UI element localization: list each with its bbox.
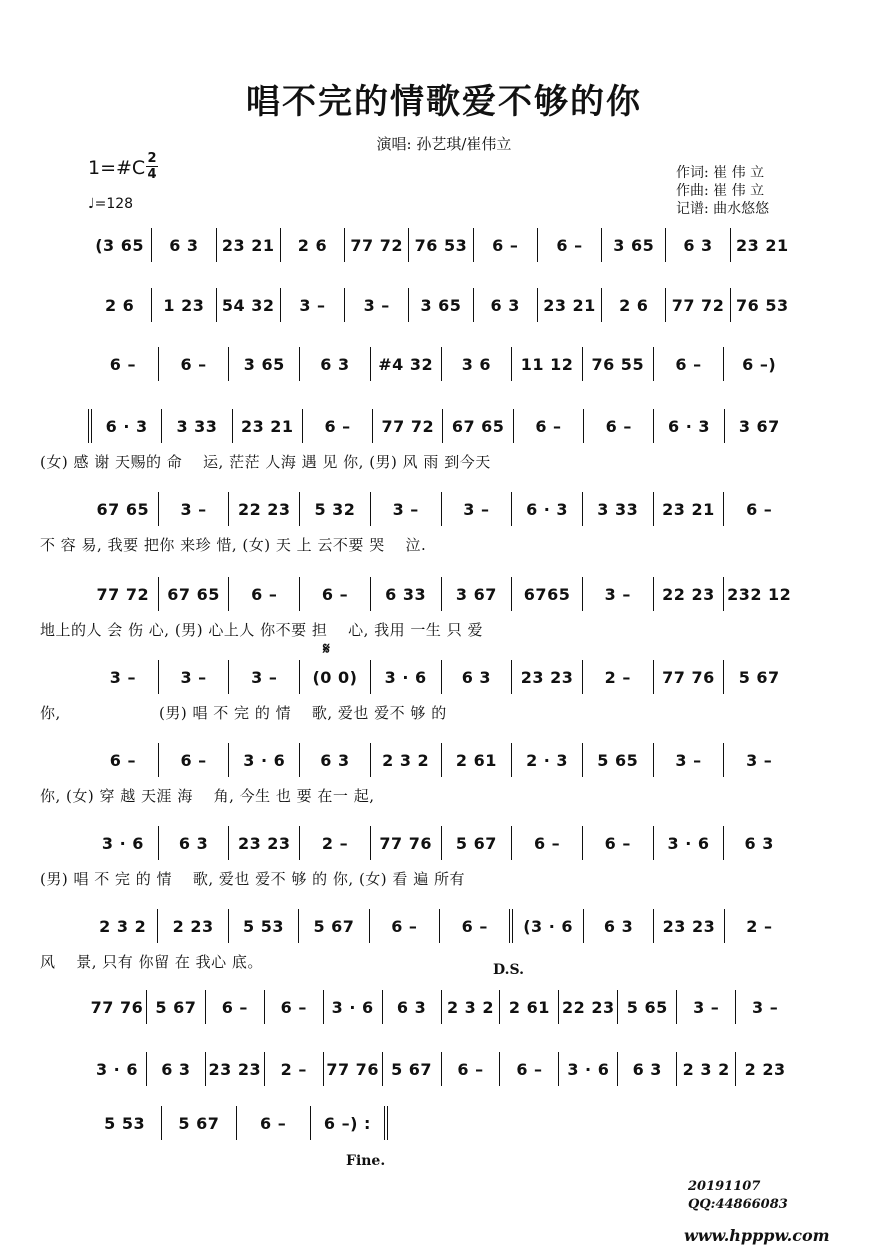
- measure: 6 –: [654, 347, 725, 381]
- measure: 6 –: [442, 1052, 501, 1086]
- time-signature: [146, 152, 158, 181]
- measure: 2 –: [265, 1052, 324, 1086]
- measure: 3 –: [345, 288, 409, 322]
- measure: 54 32: [217, 288, 281, 322]
- measure: 77 72: [345, 228, 409, 262]
- lyric-line: 你, (女) 穿 越 天涯 海 角, 今生 也 要 在一 起,: [40, 787, 375, 805]
- measure: 6 –: [88, 347, 159, 381]
- measure: 23 21: [233, 409, 303, 443]
- measure: 5 67: [147, 990, 206, 1024]
- lyric-line: 你, (男) 唱 不 完 的 情 歌, 爱也 爱不 够 的: [40, 704, 447, 722]
- measure: 23 23: [206, 1052, 265, 1086]
- measure: 67 65: [159, 577, 230, 611]
- measure: 6 3: [744, 833, 774, 853]
- measure: 3 –: [442, 492, 513, 526]
- measure: 6 3: [383, 990, 442, 1024]
- measure: 6 · 3: [88, 409, 162, 443]
- measure: 3 · 6: [88, 826, 159, 860]
- score-row: [88, 1052, 794, 1086]
- measure: 77 76: [371, 826, 442, 860]
- measure: 77 72: [666, 288, 730, 322]
- measure: 2 6: [88, 288, 152, 322]
- footer-site: www.hpppw.com: [684, 1226, 830, 1245]
- measure: 11 12: [512, 347, 583, 381]
- measure: 23 21: [654, 492, 725, 526]
- measure: 3 33: [583, 492, 654, 526]
- measure: 2 –: [583, 660, 654, 694]
- measure: 3 · 6: [559, 1052, 618, 1086]
- score-row: [88, 228, 794, 262]
- measure: 3 –: [88, 660, 159, 694]
- key-signature: 1=#C: [88, 157, 146, 179]
- measure: 5 67: [738, 667, 780, 687]
- measure: 3 6: [442, 347, 513, 381]
- measure: 6 –: [159, 743, 230, 777]
- measure: (0 0): [300, 660, 371, 694]
- measure: 6 –: [370, 909, 440, 943]
- measure: 76 53: [409, 228, 473, 262]
- measure: 6 3: [584, 909, 654, 943]
- measure: 6 –: [159, 347, 230, 381]
- measure: 6 · 3: [654, 409, 724, 443]
- footer-date: 20191107: [688, 1179, 761, 1194]
- segno-mark: 𝄋: [323, 639, 330, 658]
- measure: 6 3: [618, 1052, 677, 1086]
- measure: 23 23: [654, 909, 724, 943]
- time-signature-top: 2: [147, 151, 157, 166]
- measure: 6 –: [514, 409, 584, 443]
- measure: 77 76: [654, 660, 725, 694]
- measure: 2 3 2: [677, 1052, 736, 1086]
- measure: 2 61: [500, 990, 559, 1024]
- ds-mark: D.S.: [493, 962, 525, 978]
- measure: 6 3: [300, 743, 371, 777]
- measure: 22 23: [559, 990, 618, 1024]
- measure: 3 –: [677, 990, 736, 1024]
- measure: 6 –: [583, 826, 654, 860]
- time-signature-bottom: 4: [147, 167, 157, 182]
- measure: (3 · 6: [513, 909, 583, 943]
- measure: 3 –: [159, 492, 230, 526]
- measure: 77 72: [373, 409, 443, 443]
- measure: 3 33: [162, 409, 232, 443]
- measure: 6 3: [442, 660, 513, 694]
- measure: 6 –: [229, 577, 300, 611]
- measure: 5 65: [618, 990, 677, 1024]
- measure: 23 21: [217, 228, 281, 262]
- score-row: [88, 826, 794, 860]
- lyric-line: 风 景, 只有 你留 在 我心 底。: [40, 953, 263, 971]
- measure: 3 –: [746, 750, 773, 770]
- score-row: [88, 1106, 388, 1140]
- measure: 3 · 6: [371, 660, 442, 694]
- score-row: [88, 660, 794, 694]
- measure: 67 65: [88, 492, 159, 526]
- measure: 2 3 2: [88, 909, 158, 943]
- measure: 76 55: [583, 347, 654, 381]
- measure: 77 76: [88, 990, 147, 1024]
- measure: 6 3: [666, 228, 730, 262]
- measure: 6 33: [371, 577, 442, 611]
- measure: 3 65: [602, 228, 666, 262]
- score-row: [88, 492, 794, 526]
- singer-credit: 演唱: 孙艺琪/崔伟立: [376, 135, 512, 153]
- measure: 6 –: [538, 228, 602, 262]
- measure: 2 23: [744, 1059, 786, 1079]
- measure: 6 3: [300, 347, 371, 381]
- song-title: 唱不完的情歌爱不够的你: [246, 82, 642, 122]
- measure: 22 23: [654, 577, 725, 611]
- measure: 23 23: [229, 826, 300, 860]
- measure: 5 53: [229, 909, 299, 943]
- measure: 3 –: [371, 492, 442, 526]
- measure: 2 3 2: [442, 990, 501, 1024]
- measure: 2 6: [281, 228, 345, 262]
- lyric-line: 地上的人 会 伤 心, (男) 心上人 你不要 担 心, 我用 一生 只 爱: [40, 621, 483, 639]
- measure: 5 67: [299, 909, 369, 943]
- score-row: [88, 347, 794, 381]
- measure: 2 · 3: [512, 743, 583, 777]
- measure: 6 –: [512, 826, 583, 860]
- lyric-line: 不 容 易, 我要 把你 来珍 惜, (女) 天 上 云不要 哭 泣.: [40, 536, 427, 554]
- footer-qq: QQ:44866083: [688, 1197, 788, 1212]
- measure: (3 65: [88, 228, 152, 262]
- fine-mark: Fine.: [346, 1153, 386, 1169]
- score-row: [88, 577, 794, 611]
- measure: 6 –: [265, 990, 324, 1024]
- score-row: [88, 288, 794, 322]
- measure: 5 53: [88, 1106, 162, 1140]
- score-row: [88, 990, 794, 1024]
- lyric-line: (女) 感 谢 天赐的 命 运, 茫茫 人海 遇 见 你, (男) 风 雨 到今天: [40, 453, 491, 471]
- measure: 3 –: [229, 660, 300, 694]
- measure: 3 · 6: [88, 1052, 147, 1086]
- measure: 6 –: [746, 499, 773, 519]
- measure: #4 32: [371, 347, 442, 381]
- measure: 2 6: [602, 288, 666, 322]
- measure: 76 53: [735, 295, 789, 315]
- measure: 6 · 3: [512, 492, 583, 526]
- measure: 6 –: [584, 409, 654, 443]
- measure: 2 23: [158, 909, 228, 943]
- measure: 6 –) :: [311, 1106, 388, 1140]
- measure: 6 –: [474, 228, 538, 262]
- measure: 3 67: [738, 416, 780, 436]
- measure: 3 · 6: [324, 990, 383, 1024]
- measure: 6 –: [440, 909, 513, 943]
- measure: 6 –): [742, 354, 777, 374]
- measure: 5 65: [583, 743, 654, 777]
- measure: 6 –: [300, 577, 371, 611]
- measure: 2 –: [300, 826, 371, 860]
- measure: 23 23: [512, 660, 583, 694]
- measure: 6 3: [159, 826, 230, 860]
- lyricist-credit: 作词: 崔 伟 立: [676, 165, 765, 181]
- measure: 2 –: [746, 916, 773, 936]
- lyric-line: (男) 唱 不 完 的 情 歌, 爱也 爱不 够 的 你, (女) 看 遍 所有: [40, 870, 465, 888]
- measure: 6 –: [303, 409, 373, 443]
- transcriber-credit: 记谱: 曲水悠悠: [676, 201, 770, 217]
- measure: 6 –: [237, 1106, 311, 1140]
- measure: 23 21: [538, 288, 602, 322]
- measure: 3 –: [583, 577, 654, 611]
- measure: 77 76: [324, 1052, 383, 1086]
- score-row: [88, 909, 794, 943]
- measure: 77 72: [88, 577, 159, 611]
- measure: 2 61: [442, 743, 513, 777]
- measure: 3 · 6: [229, 743, 300, 777]
- measure: 23 21: [735, 235, 789, 255]
- measure: 232 12: [727, 584, 792, 604]
- score-row: [88, 409, 794, 443]
- measure: 6 –: [500, 1052, 559, 1086]
- measure: 3 67: [442, 577, 513, 611]
- measure: 3 –: [159, 660, 230, 694]
- tempo-marking: ♩=128: [88, 196, 134, 212]
- measure: 2 3 2: [371, 743, 442, 777]
- measure: 22 23: [229, 492, 300, 526]
- measure: 6 3: [152, 228, 216, 262]
- measure: 1 23: [152, 288, 216, 322]
- measure: 3 65: [229, 347, 300, 381]
- measure: 6765: [512, 577, 583, 611]
- measure: 6 3: [147, 1052, 206, 1086]
- score-row: [88, 743, 794, 777]
- measure: 3 –: [281, 288, 345, 322]
- measure: 5 67: [442, 826, 513, 860]
- measure: 3 –: [654, 743, 725, 777]
- measure: 3 –: [752, 997, 779, 1017]
- measure: 3 · 6: [654, 826, 725, 860]
- measure: 6 –: [88, 743, 159, 777]
- measure: 6 3: [474, 288, 538, 322]
- measure: 5 67: [383, 1052, 442, 1086]
- measure: 3 65: [409, 288, 473, 322]
- measure: 5 67: [162, 1106, 236, 1140]
- composer-credit: 作曲: 崔 伟 立: [676, 183, 765, 199]
- measure: 67 65: [443, 409, 513, 443]
- measure: 6 –: [206, 990, 265, 1024]
- measure: 5 32: [300, 492, 371, 526]
